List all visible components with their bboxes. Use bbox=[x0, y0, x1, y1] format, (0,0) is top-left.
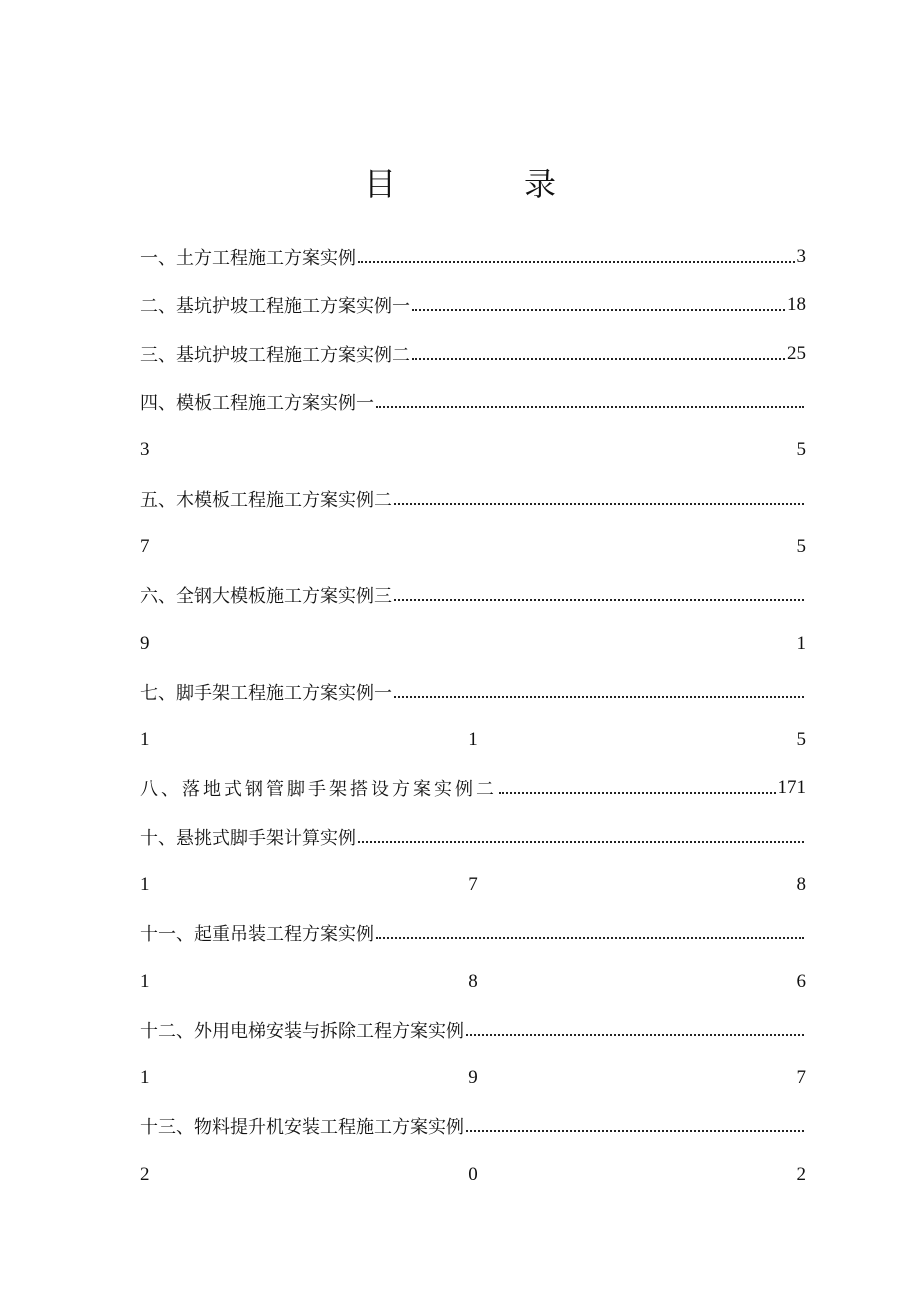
dot-leader bbox=[394, 483, 804, 505]
toc-entry[interactable] bbox=[140, 1102, 806, 1150]
page-digit: 8 bbox=[796, 874, 806, 895]
page-digit: 9 bbox=[140, 632, 150, 654]
toc-entry-label: 四、模板工程施工方案实例一 bbox=[140, 393, 374, 415]
toc-entry-label: 七、脚手架工程施工方案实例一 bbox=[140, 682, 392, 704]
toc-entry[interactable] bbox=[140, 330, 806, 378]
toc-page-continuation bbox=[140, 1054, 806, 1102]
toc-entry-label: 三、基坑护坡工程施工方案实例二 bbox=[140, 344, 410, 366]
toc-entry[interactable] bbox=[140, 233, 806, 281]
toc-entry[interactable] bbox=[140, 571, 806, 619]
dot-leader bbox=[466, 1014, 804, 1036]
toc-entry[interactable] bbox=[140, 474, 806, 522]
toc-page-continuation bbox=[140, 426, 806, 474]
toc-page-continuation bbox=[140, 716, 806, 764]
page-digit: 0 bbox=[468, 1163, 478, 1185]
page-digit: 5 bbox=[796, 439, 806, 461]
page-digit: 3 bbox=[140, 439, 150, 461]
toc-entry[interactable] bbox=[140, 281, 806, 329]
page-digit: 1 bbox=[140, 729, 150, 751]
dot-leader bbox=[394, 579, 804, 601]
toc-entry[interactable] bbox=[140, 1006, 806, 1054]
toc-entry-label: 六、全钢大模板施工方案实例三 bbox=[140, 586, 392, 608]
page-digit: 7 bbox=[796, 1067, 806, 1089]
toc-entry[interactable] bbox=[140, 378, 806, 426]
toc-entry-label: 一、土方工程施工方案实例 bbox=[140, 248, 356, 270]
page-digit: 1 bbox=[140, 970, 150, 992]
dot-leader bbox=[412, 338, 785, 360]
toc-page-continuation bbox=[140, 619, 806, 667]
toc-entry-label: 二、基坑护坡工程施工方案实例一 bbox=[140, 296, 410, 318]
dot-leader bbox=[466, 1110, 804, 1132]
page-digit: 1 bbox=[140, 1067, 150, 1089]
dot-leader bbox=[394, 676, 804, 698]
page-digit: 9 bbox=[468, 1067, 478, 1089]
page-digit: 2 bbox=[796, 1163, 806, 1185]
toc-entry-label: 十二、外用电梯安装与拆除工程方案实例 bbox=[140, 1020, 464, 1042]
page-digit: 7 bbox=[468, 874, 478, 895]
toc-entry-page: 171 bbox=[777, 777, 806, 799]
page-title: 目 录 bbox=[363, 165, 604, 203]
toc-page-continuation bbox=[140, 1151, 806, 1199]
toc-entry-page: 3 bbox=[796, 246, 806, 268]
page-digit: 2 bbox=[140, 1163, 150, 1185]
dot-leader bbox=[376, 386, 804, 408]
toc-entry-label: 五、木模板工程施工方案实例二 bbox=[140, 489, 392, 511]
toc-entry[interactable] bbox=[140, 668, 806, 716]
toc-page-continuation bbox=[140, 523, 806, 571]
toc-page-continuation bbox=[140, 861, 806, 909]
page-digit: 8 bbox=[468, 970, 478, 992]
dot-leader bbox=[412, 289, 785, 311]
page-digit: 1 bbox=[468, 729, 478, 751]
dot-leader bbox=[376, 917, 804, 939]
toc-entry[interactable] bbox=[140, 813, 806, 861]
toc-entry[interactable] bbox=[140, 909, 806, 957]
toc-page-continuation bbox=[140, 957, 806, 1005]
page-digit: 1 bbox=[796, 632, 806, 654]
toc-entry[interactable] bbox=[140, 764, 806, 812]
dot-leader bbox=[358, 241, 795, 263]
toc-entry-label: 十一、起重吊装工程方案实例 bbox=[140, 924, 374, 946]
toc-entry-label: 十三、物料提升机安装工程施工方案实例 bbox=[140, 1117, 464, 1139]
dot-leader bbox=[499, 772, 776, 794]
toc-entry-page: 18 bbox=[787, 294, 806, 316]
toc-entry-label: 十、悬挑式脚手架计算实例 bbox=[140, 827, 356, 849]
page-digit: 7 bbox=[140, 535, 150, 557]
page-digit: 1 bbox=[140, 874, 150, 895]
page-digit: 5 bbox=[796, 729, 806, 751]
toc-entry-page: 25 bbox=[787, 342, 806, 364]
page-digit: 6 bbox=[796, 970, 806, 992]
dot-leader bbox=[358, 821, 804, 843]
page-digit: 5 bbox=[796, 535, 806, 557]
toc-entry-label: 八、落地式钢管脚手架搭设方案实例二 bbox=[140, 779, 497, 801]
table-of-contents bbox=[140, 233, 806, 1199]
